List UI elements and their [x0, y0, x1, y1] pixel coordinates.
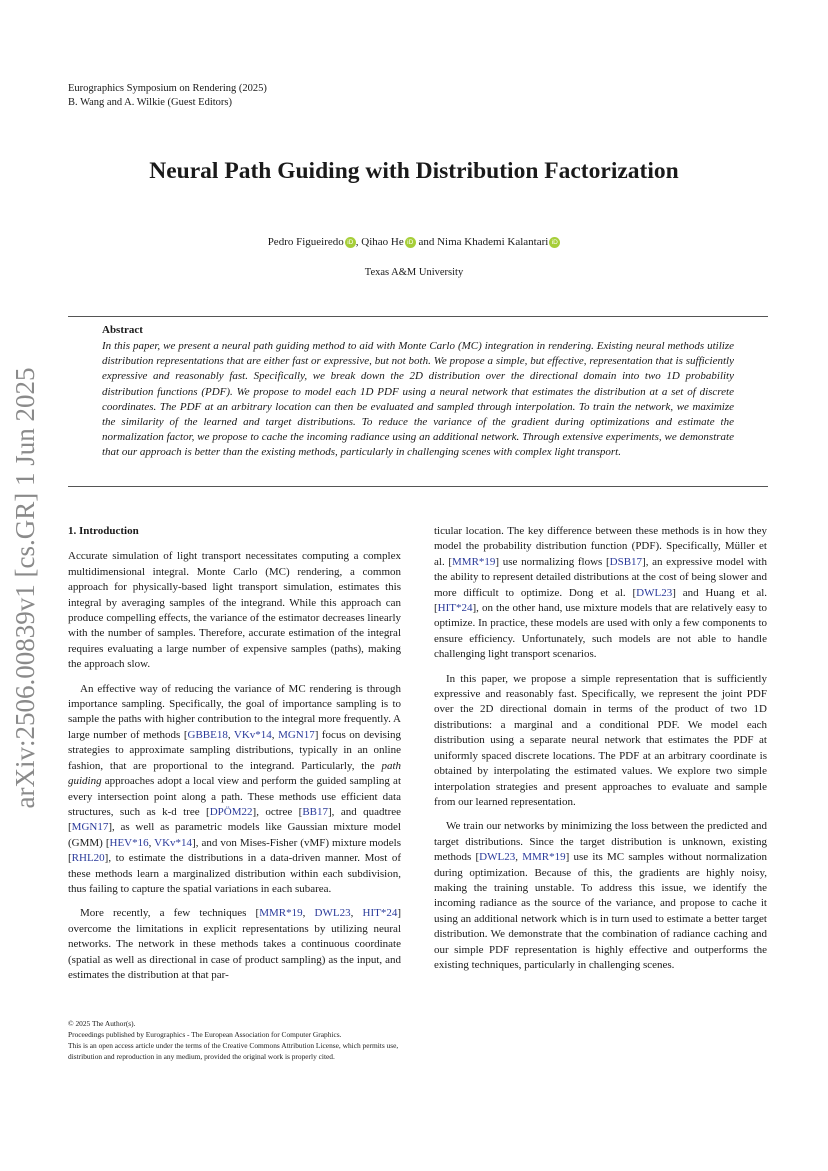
citation-link[interactable]: BB17 [302, 805, 328, 818]
author-list [0, 236, 828, 248]
venue-header [68, 82, 267, 110]
citation-link[interactable]: RHL20 [71, 852, 105, 865]
left-column [68, 524, 401, 992]
abstract-top-rule [68, 316, 768, 317]
copyright-footer [68, 1018, 403, 1062]
venue-line-2: B. Wang and A. Wilkie (Guest Editors) [68, 97, 232, 108]
paragraph: We train our networks by minimizing the loss between the predicted and target distributions. Since the target distribution is unknown, existing methods [DWL23, MMR*19] use its MC samples without normalization during optimization. Because of this, the gradients are highly noisy, making the training unstable. To address this issue, we identify the incoming radiance as the source of the variance, and propose to cache it using an additional network which is in turn used to estimate a better target distribution. We demonstrate that the combination of radiance caching and our simple PDF representation is highly effective and outperforms the existing techniques, particularly in challenging scenes. [434, 820, 767, 971]
citation-link[interactable]: HIT*24 [362, 907, 398, 920]
citation-link[interactable]: MMR*19 [452, 555, 496, 568]
abstract-text: In this paper, we present a neural path guiding method to aid with Monte Carlo (MC) integration in rendering. Existing neural methods utilize distribution representations that are either fast or expressive, but not both. We propose a simple, but effective, representation that is sufficiently expressive and reasonably fast. Specifically, we break down the 2D distribution over the directional domain into two 1D probability distribution functions (PDF). We propose to model each 1D PDF using a neural network that estimates the distribution at a set of discrete coordinates. The PDF at an arbitrary location can then be evaluated and sampled through interpolation. To train the network, we maximize the similarity of the learned and target distributions. To reduce the variance of the gradient during optimizations and estimate the normalization factor, we propose to cache the incoming radiance using an additional network. Through extensive experiments, we demonstrate that our approach is better than the existing methods, particularly in challenging scenes with complex light transport. [102, 340, 734, 459]
abstract-heading: Abstract [102, 324, 143, 336]
citation-link[interactable]: DSB17 [609, 555, 643, 568]
citation-link[interactable]: MGN17 [278, 728, 315, 741]
paragraph: In this paper, we propose a simple representation that is sufficiently expressive and reasonably fast. Specifically, we represent the joint PDF over the 2D directional domain in terms of the product of two 1D distributions: a marginal and a conditional PDF. We model each distribution using a separate neural network that estimates the PDF at uniformly spaced discrete locations. The PDF at an arbitrary coordinate is obtained by interpolating the estimated values. We explore two simple interpolation strategies and present approaches to evaluate and sample from our learned representation. [434, 672, 767, 808]
citation-link[interactable]: DPÖM22 [209, 805, 253, 818]
paper-title: Neural Path Guiding with Distribution Factorization [149, 158, 679, 184]
citation-link[interactable]: HIT*24 [437, 602, 473, 615]
paragraph: More recently, a few techniques [MMR*19, DWL23, HIT*24] overcome the limitations in explicit representations by utilizing neural networks. The network in these methods takes a continuous coordinate (spatial as well as directional in case of product sampling) as the input, and estimates the distribution at that par- [68, 907, 402, 981]
citation-link[interactable]: MMR*19 [259, 907, 303, 920]
paragraph: Accurate simulation of light transport necessitates computing a complex multidimensional integral. Monte Carlo (MC) rendering, a common approach for physically-based light transport simulation, estimates this integral by averaging samples of the integrand. While this approach can produce compelling effects, the variance of the estimator decreases linearly with the number of samples. Therefore, accurate estimation of the integral requires evaluating a large number of expensive samples (paths), making the approach slow. [68, 550, 401, 671]
paragraph: ticular location. The key difference between these methods is in how they model the probability distribution function (PDF). Specifically, Müller et al. [MMR*19] use normalizing flows [DSB17], an expressive model with the ability to represent detailed distributions at the cost of being slower and more difficult to optimize. Dong et al. [DWL23] and Huang et al. [HIT*24], on the other hand, use mixture models that are relatively easy to optimize. In practice, these models are used with only a few components to ensure efficiency. Unfortunately, such models are not able to handle challenging light transport scenarios. [434, 525, 768, 661]
affiliation: Texas A&M University [364, 267, 464, 278]
footer-line: © 2025 The Author(s). [68, 1019, 136, 1028]
author-1: Pedro Figueiredo [267, 236, 344, 248]
orcid-icon[interactable]: iD [345, 237, 356, 248]
orcid-icon[interactable]: iD [549, 237, 560, 248]
citation-link[interactable]: HEV*16 [109, 836, 149, 849]
paragraph: An effective way of reducing the variance of MC rendering is through importance sampling. Specifically, the goal of importance sampling is to sample the paths with higher contribution to the integral more frequently. A large number of methods [GBBE18, VKv*14, MGN17] focus on devising strategies to approximate sampling distributions, typically in an online fashion, that are proportional to the integrand. Particularly, the path guiding approaches adopt a local view and perform the guided sampling at every intersection point along a path. These methods use efficient data structures, such as k-d tree [DPÖM22], octree [BB17], and quadtree [MGN17], as well as parametric models like Gaussian mixture model (GMM) [HEV*16, VKv*14], and von Mises-Fisher (vMF) mixture models [RHL20], to estimate the distributions in a data-driven manner. Most of these methods learn a marginalized distribution within each subdivision, thus failing to capture the spatial variations in each subarea. [68, 682, 402, 895]
citation-link[interactable]: DWL23 [479, 851, 516, 864]
citation-link[interactable]: GBBE18 [187, 728, 228, 741]
citation-link[interactable]: MMR*19 [522, 851, 566, 864]
abstract-bottom-rule [68, 486, 768, 487]
footer-line: This is an open access article under the terms of the Creative Commons Attribution License, which permits use, distribution and reproduction in any medium, provided the original work is properly cited. [68, 1041, 399, 1061]
arxiv-id-text: arXiv:2506.00839v1 [cs.GR] 1 Jun 2025 [10, 367, 40, 809]
author-2: , Qihao He [355, 236, 404, 248]
author-3: and Nima Khademi Kalantari [415, 236, 549, 248]
citation-link[interactable]: DWL23 [636, 586, 673, 599]
citation-link[interactable]: MGN17 [71, 821, 109, 834]
citation-link[interactable]: VKv*14 [154, 836, 193, 849]
venue-line-1: Eurographics Symposium on Rendering (2025) [68, 83, 267, 94]
section-heading-introduction: 1. Introduction [68, 525, 139, 537]
footer-line: Proceedings published by Eurographics - The European Association for Computer Graphics. [68, 1030, 342, 1039]
citation-link[interactable]: DWL23 [314, 907, 351, 920]
orcid-icon[interactable]: iD [405, 237, 416, 248]
citation-link[interactable]: VKv*14 [233, 728, 272, 741]
right-column [434, 524, 767, 982]
